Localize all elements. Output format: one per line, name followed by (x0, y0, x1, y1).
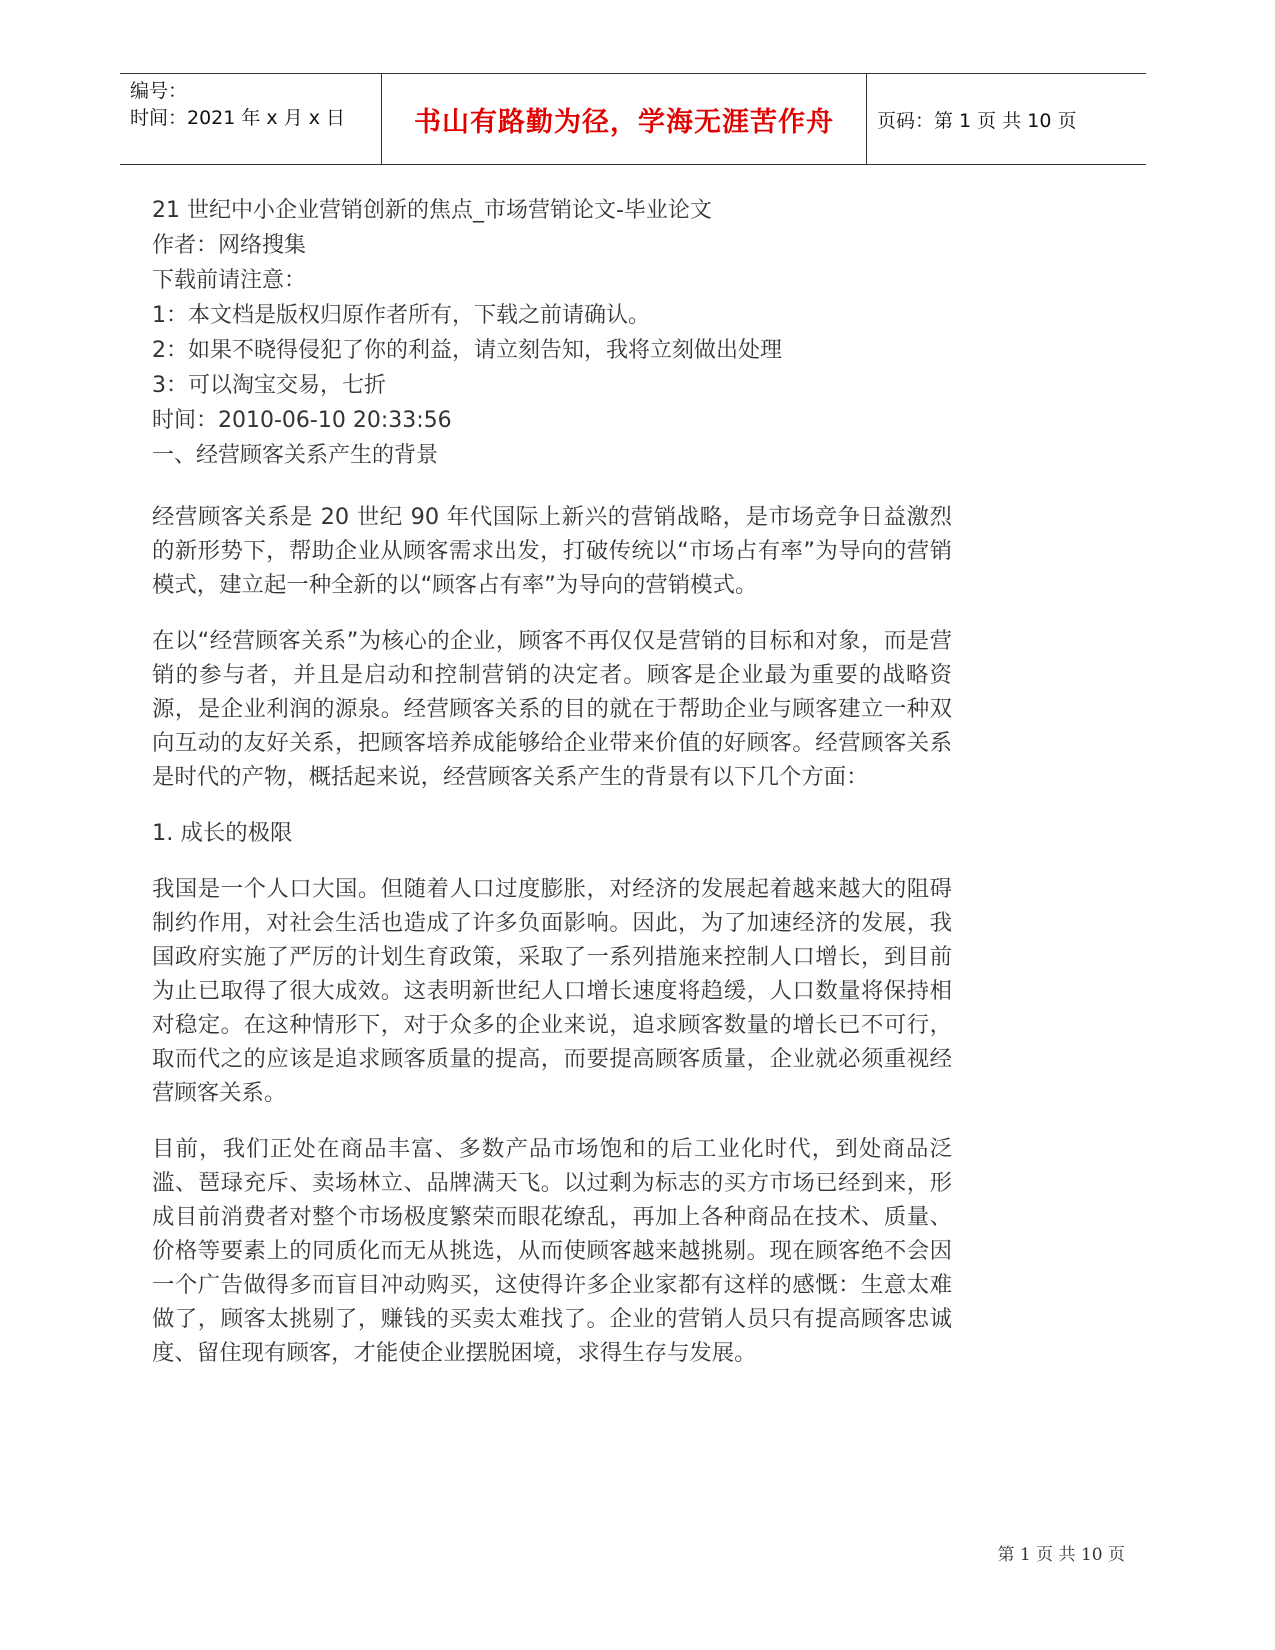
header-motto: 书山有路勤为径，学海无涯苦作舟 (382, 74, 867, 164)
notice-item-1: 1：本文档是版权归原作者所有，下载之前请确认。 (152, 303, 650, 328)
body-paragraph-4: 目前，我们正处在商品丰富、多数产品市场饱和的后工业化时代，到处商品泛滥、琶琭充斥、卖场林立、品牌满天飞。以过剩为标志的买方市场已经到来，形成目前消费者对整个市场极度繁荣而眼花缭乱，再加上各种商品在技术、质量、价格等要素上的同质化而无从挑选，从而使顾客越来越挑剔。现在顾客绝不会因一个广告做得多而盲目冲动购买，这使得许多企业家都有这样的感慨：生意太难做了，顾客太挑剔了，赚钱的买卖太难找了。企业的营销人员只有提高顾客忠诚度、留住现有顾客，才能使企业摆脱困境，求得生存与发展。 (152, 1136, 952, 1366)
document-header (120, 73, 1146, 165)
document-time-label: 时间：2021 年 x 月 x 日 (130, 107, 346, 129)
page-footer: 第 1 页 共 10 页 (997, 1545, 1125, 1565)
header-info-cell (120, 74, 382, 164)
body-paragraph-1: 经营顾客关系是 20 世纪 90 年代国际上新兴的营销战略，是市场竞争日益激烈的新形势下，帮助企业从顾客需求出发，打破传统以“市场占有率”为导向的营销模式，建立起一种全新的以“顾客占有率”为导向的营销模式。 (152, 504, 952, 598)
body-paragraph-2: 在以“经营顾客关系”为核心的企业，顾客不再仅仅是营销的目标和对象，而是营销的参与者，并且是启动和控制营销的决定者。顾客是企业最为重要的战略资源，是企业利润的源泉。经营顾客关系的目的就在于帮助企业与顾客建立一种双向互动的友好关系，把顾客培养成能够给企业带来价值的好顾客。经营顾客关系是时代的产物，概括起来说，经营顾客关系产生的背景有以下几个方面： (152, 628, 952, 790)
document-timestamp: 时间：2010-06-10 20:33:56 (152, 408, 452, 433)
document-title: 21 世纪中小企业营销创新的焦点_市场营销论文-毕业论文 (152, 198, 712, 223)
document-body (152, 500, 952, 1392)
document-number-label: 编号： (130, 80, 188, 102)
document-author: 作者：网络搜集 (152, 233, 307, 258)
subsection-heading: 1. 成长的极限 (152, 820, 293, 846)
section-heading: 一、经营顾客关系产生的背景 (152, 443, 439, 468)
download-notice: 下载前请注意： (152, 268, 307, 293)
notice-item-3: 3：可以淘宝交易，七折 (152, 373, 386, 398)
notice-item-2: 2：如果不晓得侵犯了你的利益，请立刻告知，我将立刻做出处理 (152, 338, 782, 363)
document-meta (152, 193, 972, 473)
body-paragraph-3: 我国是一个人口大国。但随着人口过度膨胀，对经济的发展起着越来越大的阻碍制约作用，对社会生活也造成了许多负面影响。因此，为了加速经济的发展，我国政府实施了严厉的计划生育政策，采取了一系列措施来控制人口增长，到目前为止已取得了很大成效。这表明新世纪人口增长速度将趋缓，人口数量将保持相对稳定。在这种情形下，对于众多的企业来说，追求顾客数量的增长已不可行，取而代之的应该是追求顾客质量的提高，而要提高顾客质量，企业就必须重视经营顾客关系。 (152, 876, 952, 1106)
header-page-label: 页码：第 1 页 共 10 页 (877, 109, 1077, 132)
